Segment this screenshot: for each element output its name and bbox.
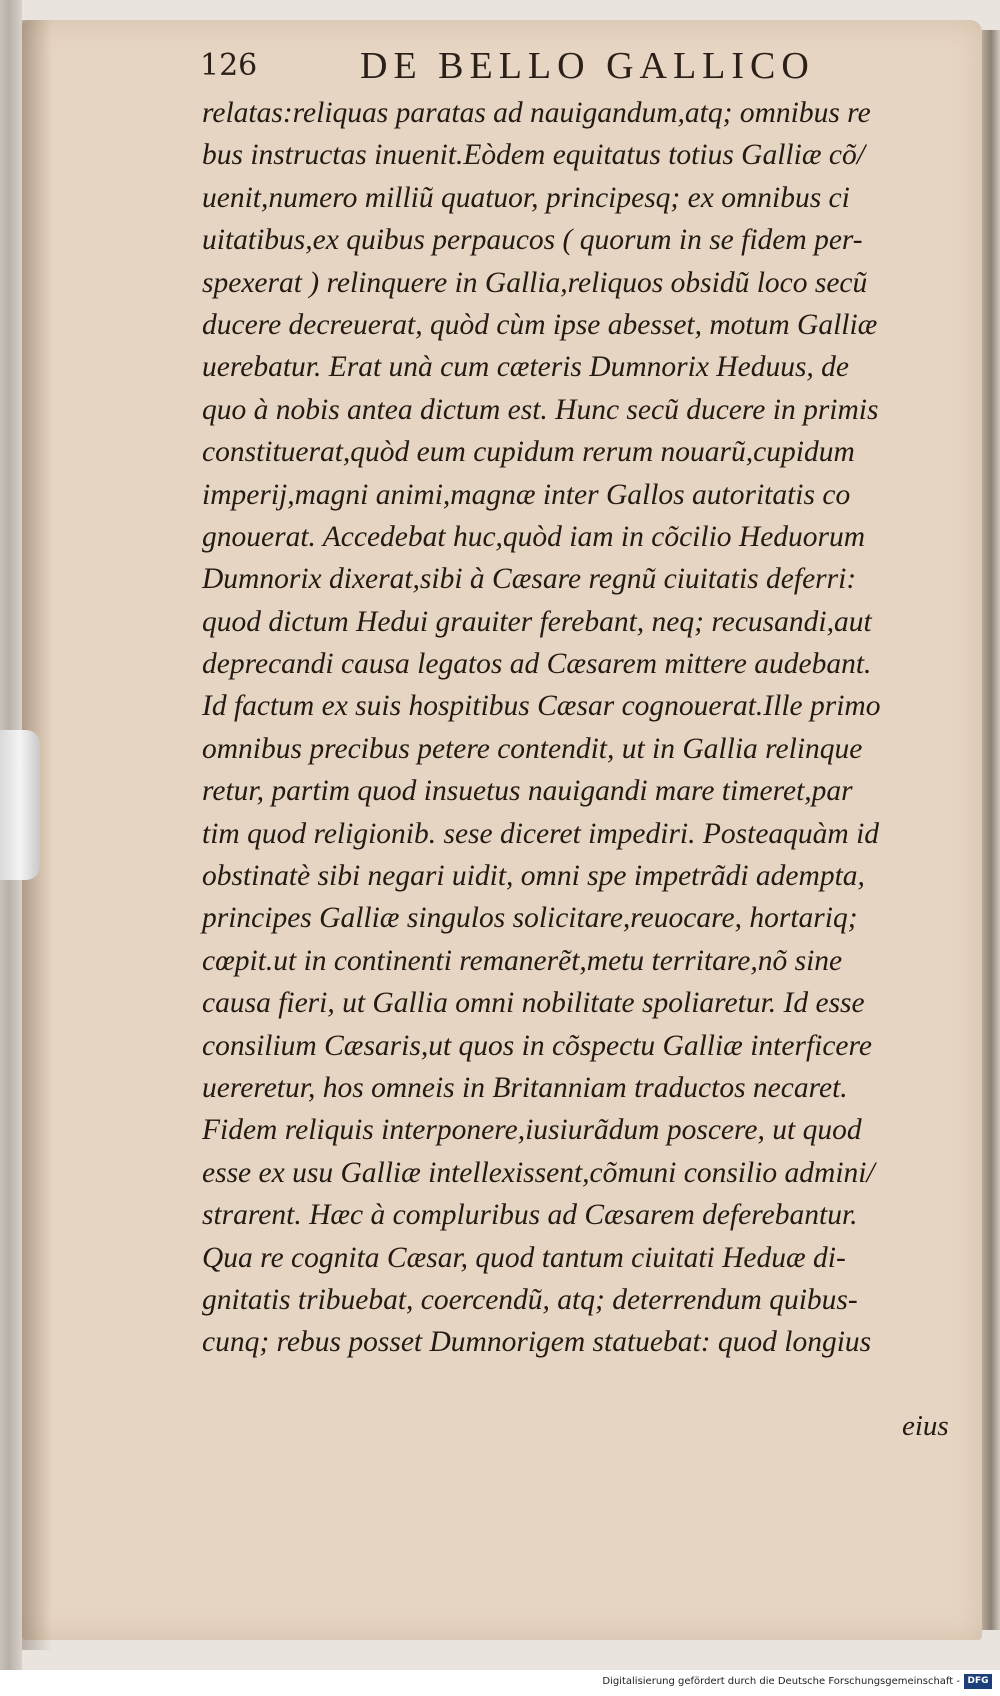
text-line: deprecandi causa legatos ad Cæsarem mittere audebant. <box>202 648 872 681</box>
text-line: gnitatis tribuebat, coercendũ, atq; deterrendum quibus- <box>202 1283 858 1316</box>
text-line: quod dictum Hedui grauiter ferebant, neq; recusandi,aut <box>202 605 872 638</box>
text-line: relatas:reliquas paratas ad nauigandum,atq; omnibus re <box>202 97 871 129</box>
text-line: uereretur, hos omneis in Britanniam traductos necaret. <box>202 1071 848 1104</box>
footer-credit: Digitalisierung gefördert durch die Deutsche Forschungsgemeinschaft - <box>602 1676 960 1687</box>
dfg-logo-icon: DFG <box>964 1674 992 1689</box>
text-line: cunq; rebus posset Dumnorigem statuebat: quod longius <box>202 1326 872 1359</box>
text-line: gnouerat. Accedebat huc,quòd iam in cõcilio Heduorum <box>202 520 866 553</box>
digitization-footer <box>0 1670 1000 1696</box>
page-clip <box>0 730 40 880</box>
text-line: imperij,magni animi,magnæ inter Gallos autoritatis co <box>202 478 851 511</box>
text-line: esse ex usu Galliæ intellexissent,cõmuni consilio admini/ <box>202 1156 875 1189</box>
text-line: tim quod religionib. sese diceret impediri. Posteaquàm id <box>202 817 880 850</box>
text-line: strarent. Hæc à compluribus ad Cæsarem deferebantur. <box>202 1199 858 1232</box>
text-line: Dumnorix dixerat,sibi à Cæsare regnũ ciuitatis deferri: <box>202 563 857 596</box>
text-line: spexerat ) relinquere in Gallia,reliquos obsidũ loco secũ <box>202 266 868 299</box>
text-line: principes Galliæ singulos solicitare,reuocare, hortariq; <box>202 902 858 935</box>
page-header <box>200 44 960 94</box>
text-line: Id factum ex suis hospitibus Cæsar cognouerat.Ille primo <box>202 690 881 723</box>
text-line: obstinatè sibi negari uidit, omni spe impetrãdi adempta, <box>202 860 865 893</box>
text-line: omnibus precibus petere contendit, ut in Gallia relinque <box>202 732 863 765</box>
text-line: uenit,numero milliũ quatuor, principesq; ex omnibus ci <box>202 181 850 214</box>
text-line: uitatibus,ex quibus perpaucos ( quorum in se fidem per- <box>202 224 863 257</box>
catchword: eius <box>902 1410 949 1442</box>
text-line: uerebatur. Erat unà cum cæteris Dumnorix Heduus, de <box>202 351 850 384</box>
text-line: causa fieri, ut Gallia omni nobilitate spoliaretur. Id esse <box>202 987 865 1020</box>
text-line: quo à nobis antea dictum est. Hunc secũ ducere in primis <box>202 393 879 426</box>
text-line: Fidem reliquis interponere,iusiurãdum poscere, ut quod <box>202 1114 862 1147</box>
text-line: constituerat,quòd eum cupidum rerum nouarũ,cupidum <box>202 436 855 469</box>
text-line: cœpit.ut in continenti remanerẽt,metu territare,nõ sine <box>202 944 843 977</box>
text-line: ducere decreuerat, quòd cùm ipse abesset, motum Galliæ <box>202 308 878 341</box>
page-edge-stack <box>982 30 1000 1630</box>
text-line: retur, partim quod insuetus nauigandi mare timeret,par <box>202 775 853 808</box>
text-line: consilium Cæsaris,ut quos in cõspectu Galliæ interficere <box>202 1029 873 1062</box>
text-line: bus instructas inuenit.Eòdem equitatus totius Galliæ cõ/ <box>202 139 865 172</box>
running-title: DE BELLO GALLICO <box>360 45 815 87</box>
body-text <box>202 92 962 1364</box>
text-line: Qua re cognita Cæsar, quod tantum ciuitati Heduæ di- <box>202 1241 846 1274</box>
page-number: 126 <box>200 48 258 83</box>
